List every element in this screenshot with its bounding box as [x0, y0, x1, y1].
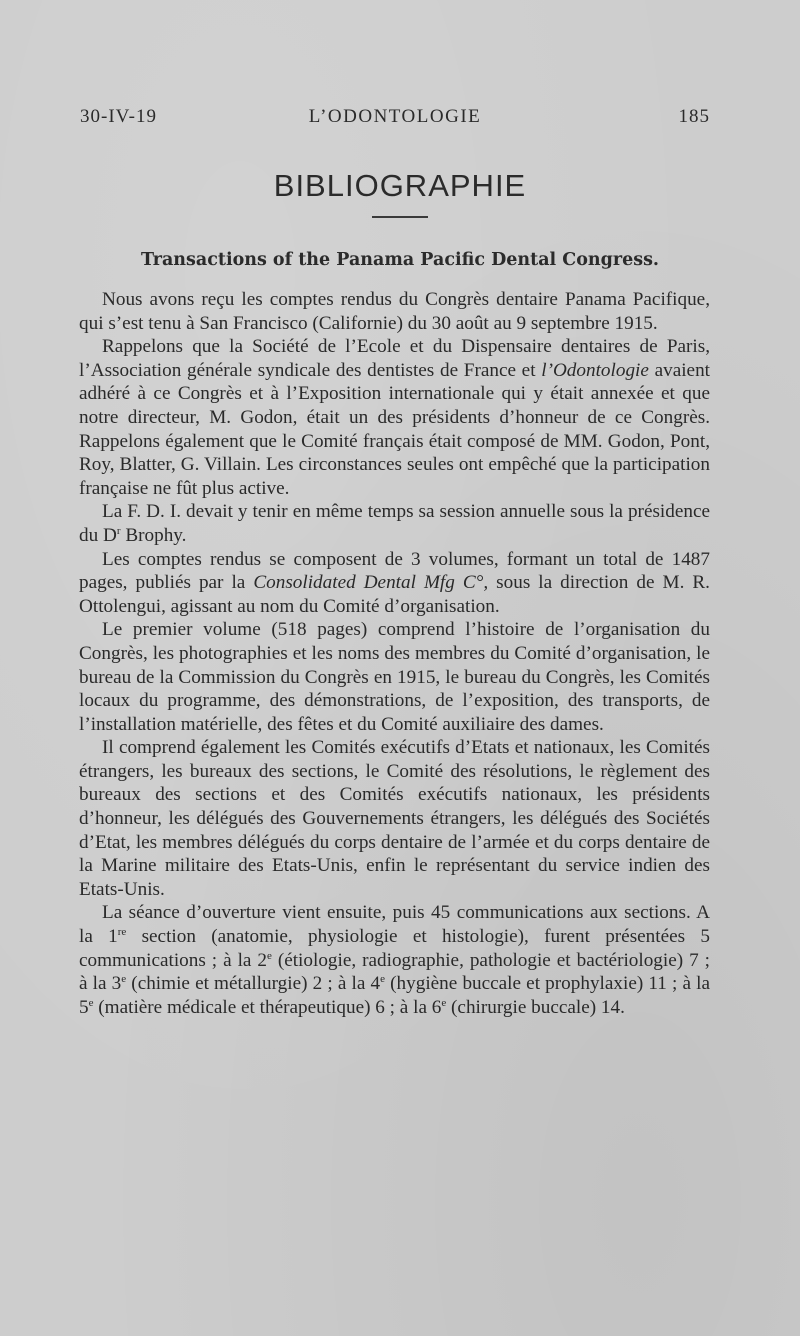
paragraph-1: Nous avons reçu les comptes rendus du Congrès dentaire Panama Pacifique, qui s’est tenu à San Francisco (Californie) du 30 août au 9 septembre 1915. [79, 289, 710, 334]
header-page-number: 185 [678, 106, 710, 127]
paragraph-7: La séance d’ouverture vient ensuite, puis 45 communications aux sections. A la 1re section (anatomie, physiologie et histologie), furent présentées 5 communications ; à la 2e (étiologie, radiographie, pathologie et bactériologie) 7 ; à la 3e (chimie et métallurgie) 2 ; à la 4e (hygiène buccale et prophylaxie) 11 ; à la 5e (matière médicale et thérapeutique) 6 ; à la 6e (chirurgie buccale) 14. [79, 902, 710, 1018]
running-header [80, 106, 710, 136]
paragraph-2: Rappelons que la Société de l’Ecole et du Dispensaire dentaires de Paris, l’Association générale syndicale des dentistes de France et l’Odontologie avaient adhéré à ce Congrès et à l’Exposition internationale qui y était annexée et que notre directeur, M. Godon, était un des présidents d’honneur de ce Congrès. Rappelons également que le Comité français était composé de MM. Godon, Pont, Roy, Blatter, G. Villain. Les circonstances seules ont empêché que la participation française ne fût plus active. [79, 336, 710, 499]
header-date: 30-IV-19 [80, 106, 157, 127]
article-title: Transactions of the Panama Pacific Dental Congress. [140, 250, 660, 270]
section-title: BIBLIOGRAPHIE [273, 168, 527, 203]
paragraph-5: Le premier volume (518 pages) comprend l’histoire de l’organisation du Congrès, les photographies et les noms des membres du Comité d’organisation, le bureau de la Commission du Congrès en 1915, le bureau du Congrès, les Comités locaux du programme, des démonstrations, de l’exposition, des transports, de l’installation matérielle, des fêtes et du Comité auxiliaire des dames. [79, 619, 710, 735]
article-body [79, 288, 710, 1019]
publisher-name-italic: Consolidated Dental Mfg C°, [253, 572, 489, 594]
paragraph-4: Les comptes rendus se composent de 3 volumes, formant un total de 1487 pages, publiés par la Consolidated Dental Mfg C°, sous la direction de M. R. Ottolengui, agissant au nom du Comité d’organisation. [79, 548, 710, 617]
paragraph-6: Il comprend également les Comités exécutifs d’Etats et nationaux, les Comités étrangers, les bureaux des sections, le Comité des résolutions, le règlement des bureaux des sections et des Comités exécutifs nationaux, les présidents d’honneur, les délégués des Gouvernements étrangers, les délégués des Sociétés d’Etat, les membres délégués du corps dentaire de l’armée et du corps dentaire de la Marine militaire des Etats-Unis, enfin le représentant du service indien des Etats-Unis. [79, 737, 710, 900]
header-journal-name: L’ODONTOLOGIE [308, 106, 482, 127]
journal-name-italic: l’Odontologie [541, 359, 649, 381]
paragraph-3: La F. D. I. devait y tenir en même temps sa session annuelle sous la présidence du $D^r$ Brophy. [79, 501, 710, 546]
title-divider [372, 216, 428, 218]
